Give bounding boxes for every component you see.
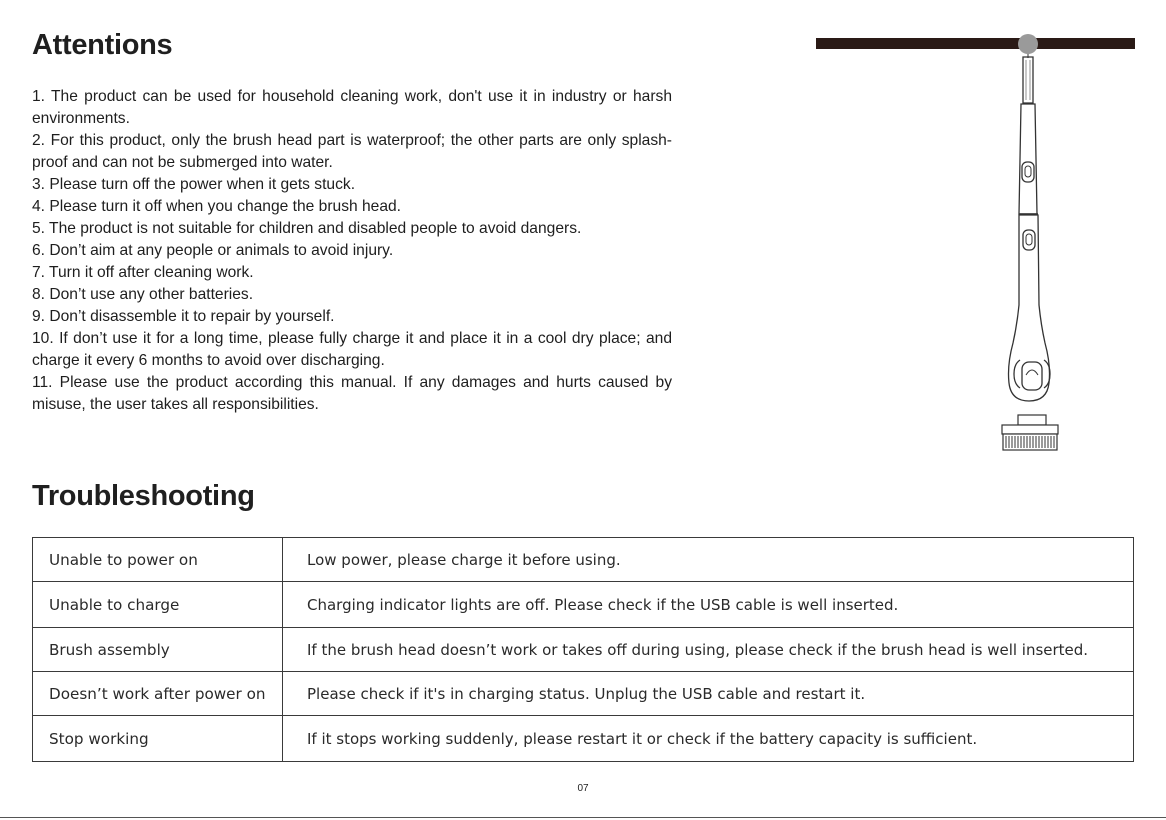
problem-cell: Unable to charge [33,582,283,628]
attention-item: 7. Turn it off after cleaning work. [32,264,254,281]
solution-cell: If it stops working suddenly, please restart it or check if the battery capacity is sufficient. [283,716,1134,762]
solution-cell: If the brush head doesn’t work or takes off during using, please check if the brush head is well inserted. [283,628,1134,672]
attentions-list [32,86,672,416]
table-row [33,582,1134,628]
table-row [33,628,1134,672]
solution-cell: Charging indicator lights are off. Please check if the USB cable is well inserted. [283,582,1134,628]
attention-item: 5. The product is not suitable for children and disabled people to avoid dangers. [32,220,582,237]
attention-item: 1. The product can be used for household cleaning work, don't use it in industry or harsh environments. [32,88,672,127]
page-number: 07 [577,783,589,794]
attentions-heading: Attentions [32,29,173,61]
problem-cell: Doesn’t work after power on [33,672,283,716]
attention-item: 10. If don’t use it for a long time, please fully charge it and place it in a cool dry place; and charge it every 6 months to avoid over discharging. [32,330,672,369]
table-row [33,716,1134,762]
attention-item: 6. Don’t aim at any people or animals to avoid injury. [32,242,394,259]
table-row [33,672,1134,716]
wall-hook-icon [1018,34,1038,58]
problem-cell: Brush assembly [33,628,283,672]
troubleshooting-heading: Troubleshooting [32,480,255,512]
attention-item: 9. Don’t disassemble it to repair by yourself. [32,308,335,325]
solution-cell: Low power, please charge it before using. [283,538,1134,582]
problem-cell: Unable to power on [33,538,283,582]
solution-cell: Please check if it's in charging status. Unplug the USB cable and restart it. [283,672,1134,716]
problem-cell: Stop working [33,716,283,762]
table-row [33,538,1134,582]
attention-item: 4. Please turn it off when you change the brush head. [32,198,402,215]
brush-device-illustration [960,30,1110,455]
attention-item: 8. Don’t use any other batteries. [32,286,254,303]
attention-item: 11. Please use the product according this manual. If any damages and hurts caused by misuse, the user takes all responsibilities. [32,374,672,413]
troubleshooting-table [32,537,1134,762]
attention-item: 3. Please turn off the power when it gets stuck. [32,176,356,193]
attention-item: 2. For this product, only the brush head part is waterproof; the other parts are only splash-proof and can not be submerged into water. [32,132,672,171]
page-bottom-divider [0,817,1166,818]
